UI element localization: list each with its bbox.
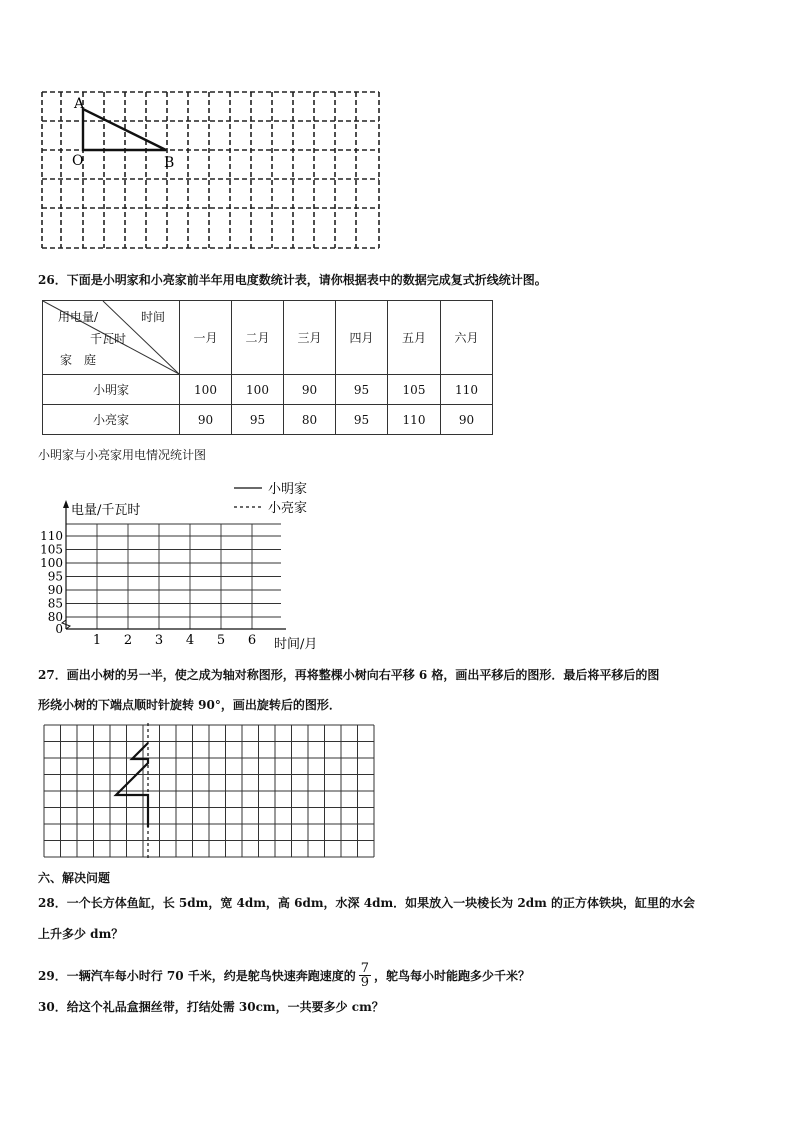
header-unit: 千瓦时 xyxy=(90,332,127,346)
y-tick-label: 105 xyxy=(40,542,63,557)
month-1: 一月 xyxy=(180,301,232,375)
y-tick-label: 80 xyxy=(47,610,63,624)
question-27-line1: 27．画出小树的另一半，使之成为轴对称图形，再将整棵小树向右平移 6 格，画出平移后的图形．最后将平移后的图 xyxy=(38,668,660,682)
row-name: 小明家 xyxy=(43,375,180,405)
fraction xyxy=(359,962,371,989)
fraction-numerator: 7 xyxy=(360,961,370,976)
x-tick-label: 5 xyxy=(216,633,226,648)
header-top: 用电量/ xyxy=(58,310,99,324)
line-chart xyxy=(36,474,356,660)
question-28-line1: 28．一个长方体鱼缸，长 5dm，宽 4dm，高 6dm，水深 4dm．如果放入一块棱长为 2dm 的正方体铁块，缸里的水会 xyxy=(38,896,695,910)
square-grid xyxy=(44,725,374,857)
label-a: A xyxy=(74,96,85,112)
y-tick-label: 90 xyxy=(47,583,63,597)
label-b: B xyxy=(164,155,175,171)
legend-label: 小亮家 xyxy=(268,501,308,516)
question-29 xyxy=(38,962,530,989)
question-26: 26．下面是小明家和小亮家前半年用电度数统计表，请你根据表中的数据完成复式折线统计图。 xyxy=(38,273,547,287)
month-2: 二月 xyxy=(232,301,284,375)
legend-label: 小明家 xyxy=(268,482,308,497)
question-28-line2: 上升多少 dm？ xyxy=(38,927,124,941)
table-row: 小亮家 90 95 80 95 110 90 xyxy=(43,405,493,435)
table-header-row xyxy=(43,301,493,375)
q25-grid-figure xyxy=(38,88,384,252)
month-5: 五月 xyxy=(388,301,441,375)
y-tick-label: 85 xyxy=(47,596,63,611)
y-axis-arrow xyxy=(63,500,69,508)
label-o: O xyxy=(72,153,84,169)
x-tick-label: 4 xyxy=(185,633,195,648)
question-29-before: 29．一辆汽车每小时行 70 千米，约是鸵鸟快速奔跑速度的 xyxy=(38,968,356,983)
fraction-denominator: 9 xyxy=(360,975,370,990)
y-axis-label: 电量/千瓦时 xyxy=(71,503,141,518)
header-family: 家 庭 xyxy=(60,353,97,367)
month-6: 六月 xyxy=(441,301,493,375)
question-27-line2: 形绕小树的下端点顺时针旋转 90°，画出旋转后的图形． xyxy=(38,698,341,712)
x-tick-label: 2 xyxy=(123,633,133,648)
chart-title: 小明家与小亮家用电情况统计图 xyxy=(38,448,207,462)
chart-grid xyxy=(66,524,281,629)
x-tick-label: 6 xyxy=(247,633,257,648)
x-tick-label: 3 xyxy=(154,633,164,648)
y-tick-label: 110 xyxy=(40,529,63,543)
section-6-title: 六、解决问题 xyxy=(38,871,111,885)
question-30: 30．给这个礼品盒捆丝带，打结处需 30cm，一共要多少 cm？ xyxy=(38,1000,384,1014)
x-axis-label: 时间/月 xyxy=(274,637,318,652)
y-tick-label: 95 xyxy=(47,569,63,584)
diagonal-header-cell xyxy=(43,301,179,374)
x-tick-label: 1 xyxy=(92,633,102,648)
y-tick-label: 100 xyxy=(40,556,63,570)
month-3: 三月 xyxy=(284,301,336,375)
y-tick-label: 0 xyxy=(55,622,63,636)
q27-tree-grid xyxy=(40,721,386,865)
month-4: 四月 xyxy=(336,301,388,375)
question-29-after: ，鸵鸟每小时能跑多少千米？ xyxy=(374,968,531,983)
row-name: 小亮家 xyxy=(43,405,180,435)
dashed-grid xyxy=(42,92,379,248)
header-time: 时间 xyxy=(141,310,166,324)
electricity-table xyxy=(42,300,493,435)
table-row: 小明家 100 100 90 95 105 110 xyxy=(43,375,493,405)
